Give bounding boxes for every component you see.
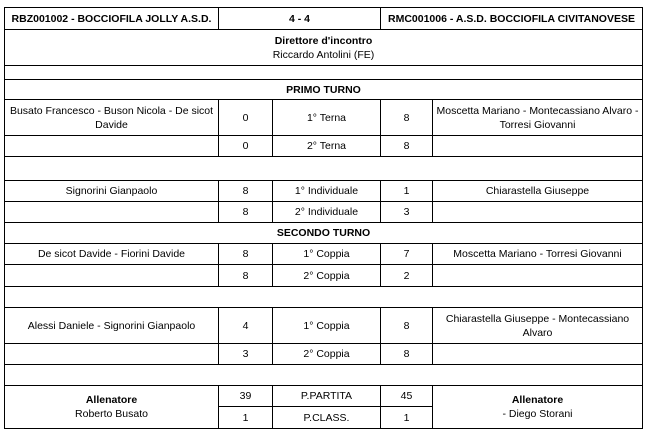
home-players: Alessi Daniele - Signorini Gianpaolo [5,308,219,344]
home-players [5,202,219,223]
partita-label: P.PARTITA [273,386,381,407]
away-players: Moscetta Mariano - Torresi Giovanni [433,244,643,265]
away-players [433,136,643,157]
home-score: 3 [219,344,273,365]
away-score: 3 [381,202,433,223]
game-row [5,244,643,265]
home-coach-cell [5,386,219,429]
home-score: 8 [219,265,273,287]
home-coach-label: Allenatore [85,394,138,406]
game-row [5,181,643,202]
away-players: Chiarastella Giuseppe - Montecassiano Alvaro [433,308,643,344]
game-row [5,308,643,344]
game-type: 1° Coppia [273,244,381,265]
class-label: P.CLASS. [273,407,381,429]
away-players [433,344,643,365]
home-players: De sicot Davide - Fiorini Davide [5,244,219,265]
away-score: 8 [381,308,433,344]
away-players: Moscetta Mariano - Montecassiano Alvaro - Torresi Giovanni [433,100,643,136]
home-class-points: 1 [219,407,273,429]
secondo-turno-title: SECONDO TURNO [5,223,643,244]
director-cell [5,30,643,66]
home-score: 4 [219,308,273,344]
home-players: Signorini Gianpaolo [5,181,219,202]
game-row [5,344,643,365]
game-row [5,202,643,223]
header-row [5,8,643,30]
home-players [5,265,219,287]
away-players [433,202,643,223]
spacer-row [5,157,643,181]
match-score: 4 - 4 [219,8,381,30]
director-label: Direttore d'incontro [274,34,373,47]
game-type: 2° Coppia [273,344,381,365]
match-report-table [4,7,643,429]
away-coach-name: - Diego Storani [502,408,573,420]
spacer-row [5,287,643,308]
home-players [5,344,219,365]
away-coach-label: Allenatore [511,394,564,406]
away-coach-cell [433,386,643,429]
away-class-points: 1 [381,407,433,429]
home-score: 0 [219,136,273,157]
game-row [5,136,643,157]
home-partita-points: 39 [219,386,273,407]
game-type: 1° Individuale [273,181,381,202]
game-type: 2° Terna [273,136,381,157]
home-score: 8 [219,181,273,202]
away-score: 7 [381,244,433,265]
game-row [5,265,643,287]
section-title-row [5,223,643,244]
away-players: Chiarastella Giuseppe [433,181,643,202]
away-team-name: RMC001006 - A.S.D. BOCCIOFILA CIVITANOVESE [381,8,643,30]
home-score: 0 [219,100,273,136]
director-name: Riccardo Antolini (FE) [272,48,375,61]
game-row [5,100,643,136]
away-score: 8 [381,136,433,157]
section-title-row [5,80,643,100]
spacer-row [5,66,643,80]
away-score: 8 [381,344,433,365]
away-score: 1 [381,181,433,202]
away-players [433,265,643,287]
game-type: 2° Coppia [273,265,381,287]
game-type: 1° Terna [273,100,381,136]
game-type: 1° Coppia [273,308,381,344]
game-type: 2° Individuale [273,202,381,223]
home-score: 8 [219,202,273,223]
footer-row-partita [5,386,643,407]
home-players: Busato Francesco - Buson Nicola - De sicot Davide [5,100,219,136]
home-players [5,136,219,157]
away-score: 8 [381,100,433,136]
primo-turno-title: PRIMO TURNO [5,80,643,100]
director-row [5,30,643,66]
home-team-name: RBZ001002 - BOCCIOFILA JOLLY A.S.D. [5,8,219,30]
home-coach-name: Roberto Busato [75,408,148,420]
spacer-row [5,365,643,386]
home-score: 8 [219,244,273,265]
away-partita-points: 45 [381,386,433,407]
away-score: 2 [381,265,433,287]
